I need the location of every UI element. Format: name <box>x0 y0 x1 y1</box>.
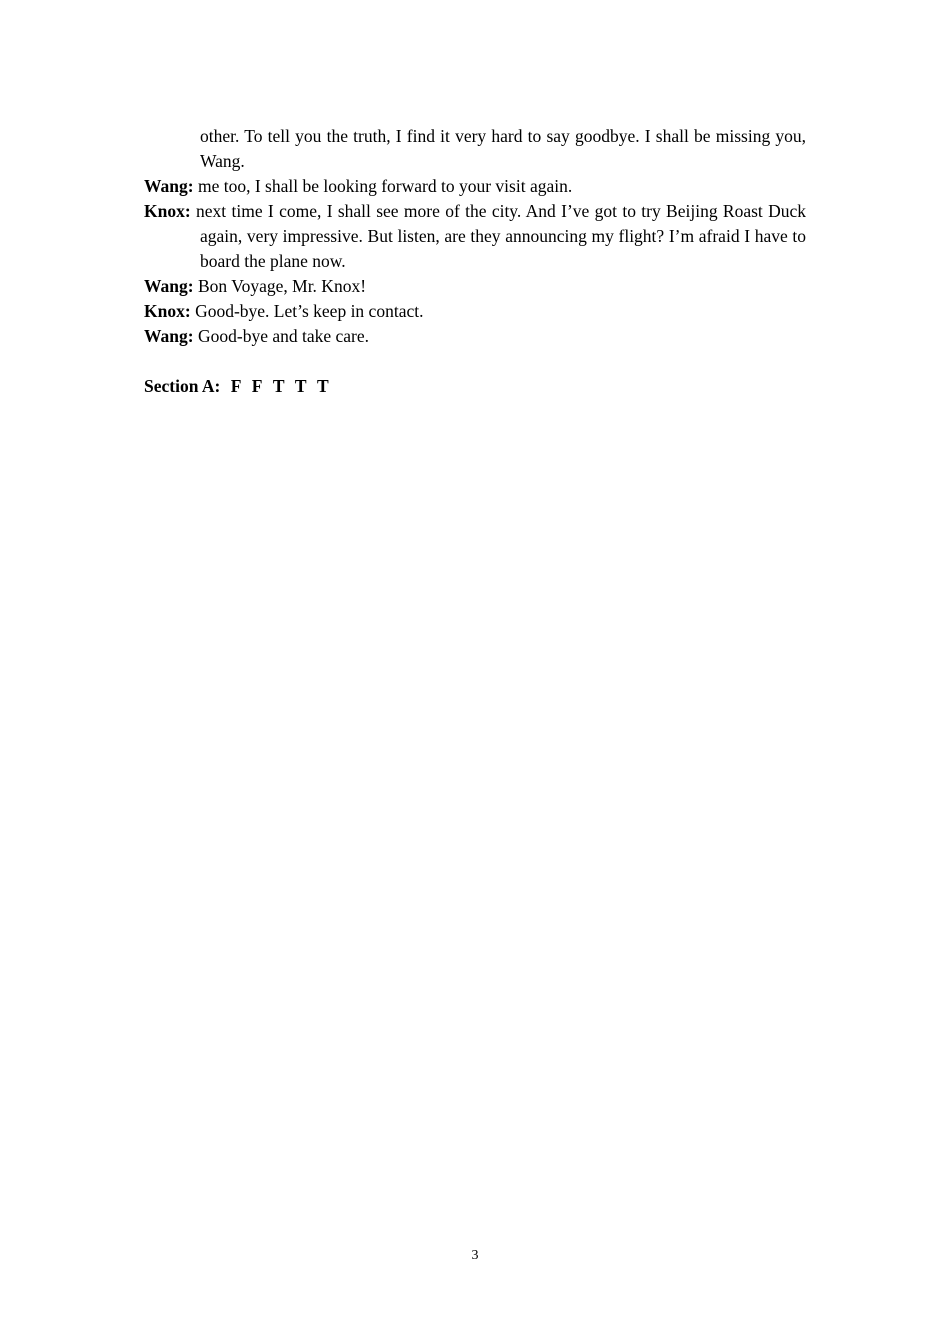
dialogue-line-continued <box>144 124 806 174</box>
answer-3: T <box>272 376 285 396</box>
section-a-answers <box>144 374 806 399</box>
answer-5: T <box>316 376 329 396</box>
dialogue-line-wang <box>144 324 806 349</box>
answer-2: F <box>251 376 263 396</box>
dialogue-line-knox <box>144 199 806 274</box>
speaker-name: Wang: <box>144 326 194 346</box>
dialogue-text: Good-bye and take care. <box>197 326 370 346</box>
dialogue-line-wang <box>144 274 806 299</box>
dialogue-line-wang <box>144 174 806 199</box>
page-number: 3 <box>471 1248 479 1263</box>
dialogue-text: Good-bye. Let’s keep in contact. <box>195 301 424 321</box>
dialogue-text: me too, I shall be looking forward to your visit again. <box>197 176 573 196</box>
answer-4: T <box>294 376 307 396</box>
speaker-name: Wang: <box>144 176 194 196</box>
speaker-name: Knox: <box>144 201 191 221</box>
dialogue-line-knox <box>144 299 806 324</box>
speaker-name: Wang: <box>144 276 194 296</box>
answer-1: F <box>230 376 242 396</box>
dialogue-text: Bon Voyage, Mr. Knox! <box>197 276 367 296</box>
dialogue-text: other. To tell you the truth, I find it very hard to say goodbye. I shall be missing you, Wang. <box>200 126 806 171</box>
section-a-label: Section A: <box>144 376 221 396</box>
page-content <box>144 124 806 399</box>
speaker-name: Knox: <box>144 301 191 321</box>
dialogue-text: next time I come, I shall see more of the city. And I’ve got to try Beijing Roast Duck again, very impressive. But listen, are they announcing my flight? I’m afraid I have to board the plane now. <box>196 201 806 271</box>
